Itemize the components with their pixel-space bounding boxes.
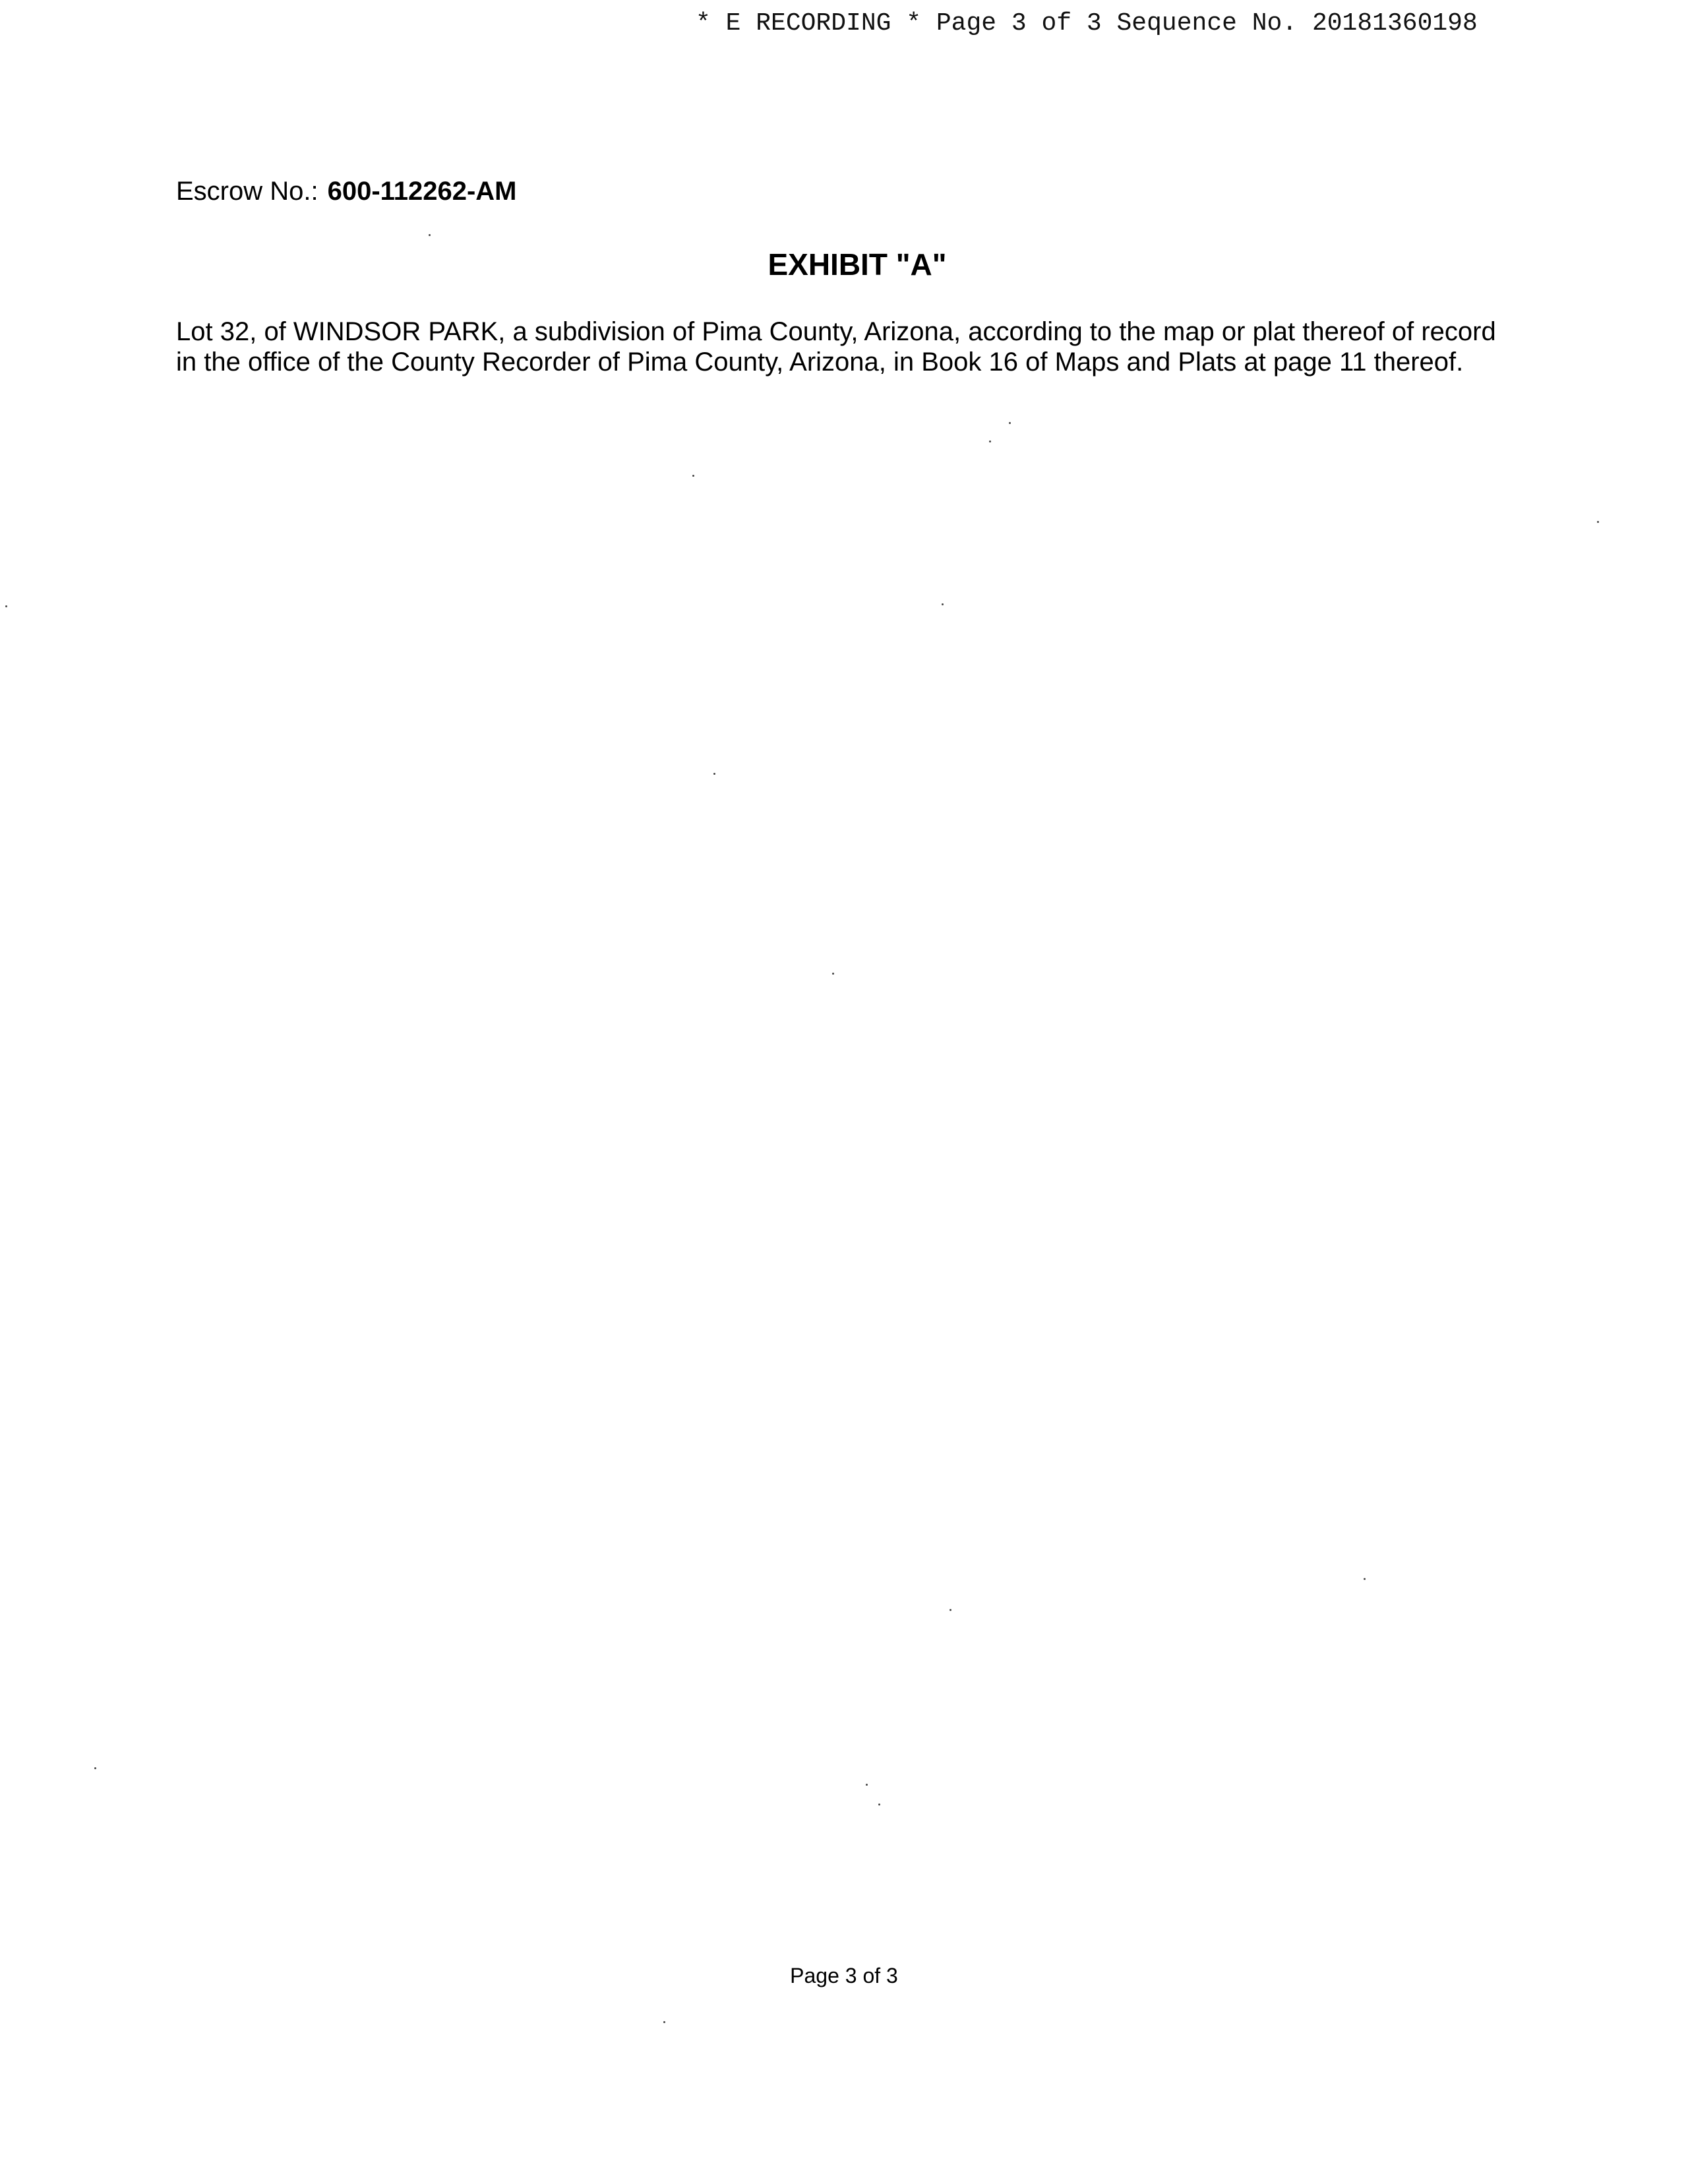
scan-speck — [5, 605, 7, 607]
scan-speck — [866, 1784, 868, 1786]
recording-stamp: * E RECORDING * Page 3 of 3 Sequence No. 20181360198 — [696, 9, 1478, 38]
scan-speck — [1364, 1578, 1366, 1580]
scan-speck — [942, 603, 944, 605]
scan-speck — [663, 2021, 665, 2023]
page-number: Page 3 of 3 — [790, 1964, 898, 1987]
legal-description-line-1: Lot 32, of WINDSOR PARK, a subdivision of Pima County, Arizona, according to the map or plat thereof of record — [176, 317, 1496, 346]
legal-description-line-2: in the office of the County Recorder of Pima County, Arizona, in Book 16 of Maps and Plats at page 11 thereof. — [176, 348, 1464, 377]
page-footer — [0, 1964, 1688, 1988]
exhibit-title-container — [0, 247, 1688, 282]
escrow-number: 600-112262-AM — [327, 177, 517, 206]
exhibit-title: EXHIBIT "A" — [768, 247, 947, 282]
scan-speck — [950, 1609, 951, 1611]
scan-speck — [713, 773, 715, 775]
scan-speck — [429, 234, 431, 236]
escrow-line — [176, 177, 516, 206]
scan-speck — [94, 1767, 96, 1769]
scan-speck — [832, 973, 834, 975]
scan-speck — [692, 475, 694, 477]
legal-description — [176, 317, 1521, 377]
scan-speck — [878, 1804, 880, 1805]
escrow-label: Escrow No.: — [176, 177, 318, 206]
scan-speck — [1009, 422, 1011, 424]
scan-speck — [1597, 521, 1599, 523]
scan-speck — [989, 440, 991, 442]
